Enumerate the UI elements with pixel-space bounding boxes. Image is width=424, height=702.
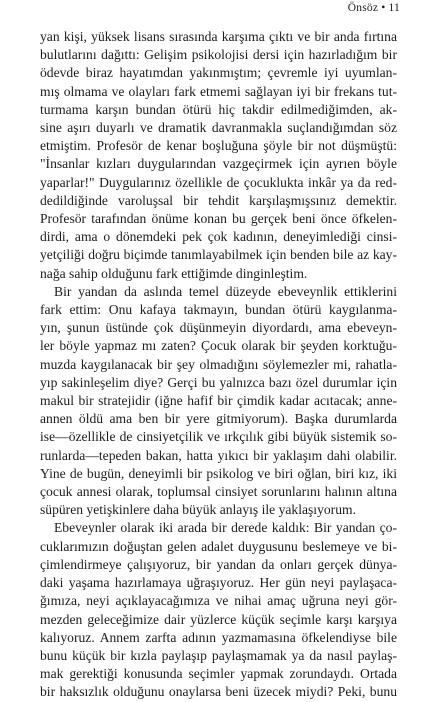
text-line: ise—özellikle de cinsiyetçilik ve ırkçılık gibi büyük sistemik so- [40,429,397,445]
running-header: Önsöz • 11 [347,2,400,14]
text-line: çimlendirmeye çalışıyoruz, bir yandan da onları gerçek dünya- [40,556,397,572]
text-line: Bir yandan da aslında temel düzeyde ebeveynlik ettiklerini [54,283,397,299]
text-line: bunu küçük bir kızla paylaşıp paylaşmamak ya da nasıl paylaş- [40,647,397,663]
text-line: bulutlarını dağıttı: Gelişim psikolojisi dersi için hazırladığım bir [40,47,397,63]
paragraph [40,283,397,520]
page-body [40,28,397,702]
text-line: Profesör tarafından önüme konan bu gerçek beni önce öfkelen- [40,211,397,227]
paragraph [40,28,397,283]
text-line: ödevde biraz hayatımdan yakınmıştım; çevremle iyi uyumlan- [40,65,397,81]
text-line: "İnsanlar kızları duygularından vazgeçirmek için ayrıen böyle [40,156,397,172]
text-line: ğımıza, neyi açıklayacağımıza ve nihai amaç uğruna neyi gör- [40,593,397,609]
text-line: etmiştim. Profesör de kenar boşluğuna şöyle bir not düşmüştü: [40,138,397,154]
text-line: cuklarımızın doğuştan gelen adalet duygusunu beslemeye ve bi- [40,538,397,554]
text-line: mış olmama ve olayları fark etmemi sağlayan iyi bir frekans tut- [40,83,397,99]
text-line: fark ettim: Onu kafaya takmayın, bundan ötürü kaygılanma- [40,302,397,318]
text-line: süpüren yetişkinlere daha büyük anlayış ile yaklaşıyorum. [40,502,356,518]
text-line: daki yaşama hazırlamaya uğraşıyoruz. Her gün neyi paylaşaca- [40,575,397,591]
text-line: yaparlar!" Duygularınız özellikle de çocuklukta inkâr ya da red- [40,174,397,190]
paragraph [40,519,397,701]
text-line: annen öldü ama ben bir yere gitmiyorum). Başka durumlarda [40,411,397,427]
text-line: yetçiliği doğru biçimde tanımlayabilmek için benden bile az kay- [40,247,397,263]
text-line: sine aşırı duyarlı ve dramatik davranmakla suçlandığımdan söz [40,120,397,136]
text-line: çocuk annesi olarak, toplumsal cinsiyet sorunlarını halının altına [40,484,397,500]
text-line: mezden geleceğimize dair yüzlerce küçük seçimle karşı karşıya [40,611,397,627]
text-line: bir haksızlık olduğunu onaylarsa beni üzecek miydi? Peki, bunu [40,684,397,700]
text-line: kalıyoruz. Annem zarfta adının yazmamasına öfkelendiyse bile [40,629,397,645]
text-line: nağa sahip olduğunu fark ettiğimde dinginleştim. [40,265,308,281]
text-line: Ebeveynler olarak iki arada bir derede kaldık: Bir yandan ço- [54,520,397,536]
text-line: yıp sakinleşelim diye? Gerçi bu yalnızca bazı özel durumlar için [40,374,397,390]
text-line: yın, şunun üstünde çok düşünmeyin diyordardı, ama ebeveyn- [40,320,397,336]
text-line: Yine de bugün, deneyimli bir psikolog ve biri oğlan, biri kız, iki [40,465,397,481]
text-line: mak gerektiği konusunda seçimler yapmak zorundaydı. Ortada [40,666,397,682]
text-line: ler böyle yapmaz mı zaten? Çocuk olarak bir şeyden korktuğu- [40,338,397,354]
text-line: runlarda—tepeden bakan, hatta yıkıcı bir yaklaşım dahi olabilir. [40,447,397,463]
text-line: muzda kaygılanacak bir şey olmadığını söylemezler mi, rahatla- [40,356,397,372]
text-line: dirdi, ama o dönemdeki pek çok kadının, deneyimlediği cinsi- [40,229,397,245]
text-line: yan kişi, yüksek lisans sırasında karşıma çıktı ve bir anda fırtına [40,29,397,44]
text-line: turmama karşın bundan ötürü hiç takdir edilmediğimden, ak- [40,101,397,117]
text-line: dedildiğinde varoluşsal bir tehdit karşılaşmışsınız demektir. [40,192,397,208]
text-line: makul bir stratejidir (iğne hafif bir çimdik kadar acıtacak; anne- [40,393,397,409]
